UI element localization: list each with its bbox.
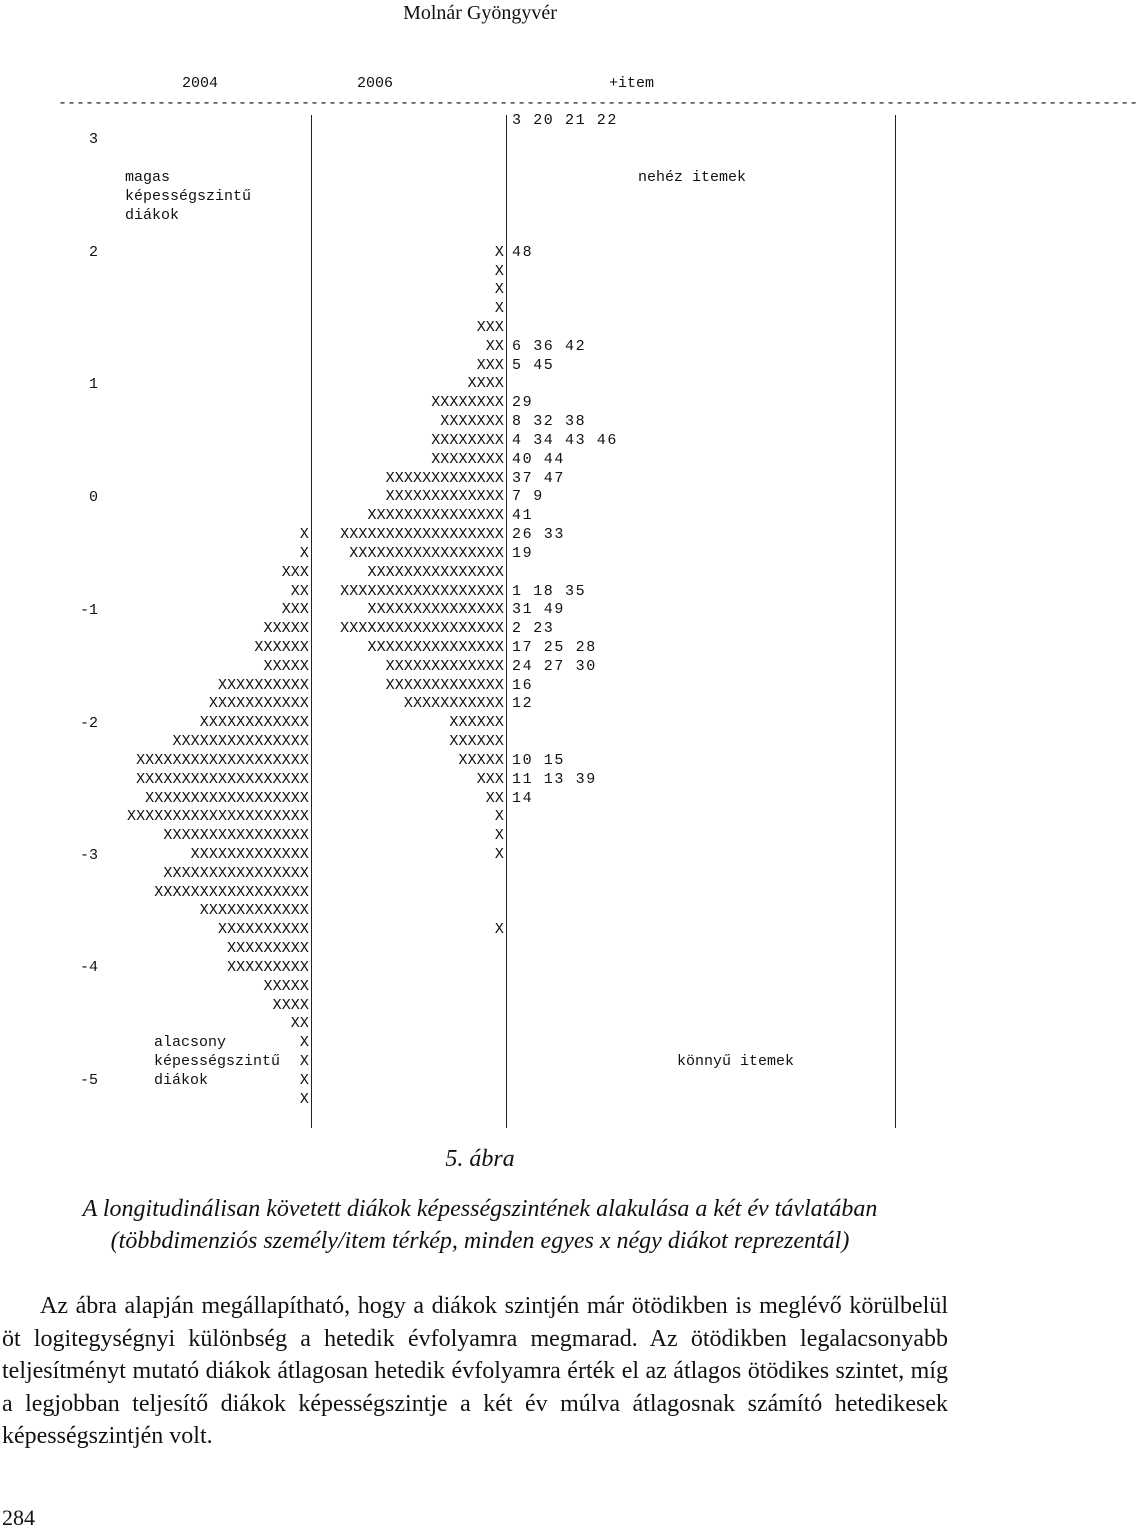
- x-2006-cell: XXXXXX: [449, 733, 504, 751]
- x-2006-cell: XXXXXXXXXXXXX: [385, 676, 504, 694]
- high-students-label-line: képességszintű: [125, 188, 252, 205]
- x-2006-cell: XX: [485, 337, 504, 355]
- item-numbers: 16: [512, 676, 534, 694]
- running-header-author: Molnár Gyöngyvér: [403, 2, 557, 24]
- x-2004-cell: XXXXXXXXXXX: [208, 695, 309, 713]
- scale-tick: -4: [79, 959, 98, 976]
- x-2004-cell: XXXXXXXXXXXXXXXXXXXX: [126, 808, 309, 826]
- x-2004-cell: X: [299, 1090, 309, 1108]
- x-2006-cell: XXX: [476, 319, 504, 337]
- x-2006-cell: XXXXXXXXXXXXX: [385, 488, 504, 506]
- x-2006-cell: XXXXXXXXXXXXXXX: [367, 563, 504, 581]
- x-2006-cell: XXXXXXXXXXX: [403, 695, 504, 713]
- low-students-label-line: diákok: [154, 1072, 209, 1089]
- scale-tick: 2: [88, 244, 98, 261]
- x-2004-cell: XXX: [281, 601, 309, 619]
- item-numbers: 29: [512, 394, 534, 412]
- scale-tick: 0: [88, 489, 98, 506]
- x-2006-cell: X: [494, 281, 504, 299]
- x-2006-cell: XXXXXXXXXXXXX: [385, 469, 504, 487]
- x-2004-cell: XXXXXXXXXXXX: [199, 714, 309, 732]
- x-2004-cell: X: [299, 526, 309, 544]
- x-2006-cell: XXXXXXXXXXXXX: [385, 657, 504, 675]
- x-2006-cell: XXXXX: [458, 751, 504, 769]
- hard-items-label: nehéz itemek: [638, 169, 747, 186]
- item-numbers: 41: [512, 507, 534, 525]
- item-numbers: 7 9: [512, 488, 544, 506]
- item-numbers: 6 36 42: [512, 337, 587, 355]
- x-2004-cell: XXXXXXXXXXXXXXXXXX: [145, 789, 309, 807]
- x-2004-cell: X: [299, 1071, 309, 1089]
- divider-items: [895, 115, 896, 1128]
- x-2006-cell: X: [494, 921, 504, 939]
- x-2006-cell: XXXXXX: [449, 714, 504, 732]
- x-2004-cell: XXXXXXXXXXXXXXXX: [163, 827, 309, 845]
- item-numbers: 10 15: [512, 751, 566, 769]
- x-2004-cell: XXXXX: [263, 977, 309, 995]
- x-2004-cell: XXXXX: [263, 620, 309, 638]
- item-numbers: 40 44: [512, 450, 566, 468]
- x-2006-cell: X: [494, 845, 504, 863]
- easy-items-label: könnyű itemek: [677, 1053, 795, 1070]
- x-2006-cell: X: [494, 262, 504, 280]
- x-2004-cell: XXXXXXXXXXXXXXXX: [163, 864, 309, 882]
- x-2004-cell: XXXXXXXXXXXXXXXXX: [154, 883, 309, 901]
- x-2006-cell: XXXXXXXXXXXXXXX: [367, 601, 504, 619]
- item-numbers: 5 45: [512, 356, 555, 374]
- x-2004-cell: XXXX: [272, 996, 309, 1014]
- x-2004-cell: XXXXXXXXXXXXXXX: [172, 733, 309, 751]
- item-numbers: 3 20 21 22: [512, 112, 619, 129]
- x-2004-cell: XXXXXXXXXXXX: [199, 902, 309, 920]
- x-2006-cell: XXX: [476, 356, 504, 374]
- x-2006-cell: XXXXXXXX: [431, 431, 504, 449]
- x-2004-cell: XXXXXXXXXX: [217, 676, 309, 694]
- item-numbers: 19: [512, 544, 534, 562]
- item-numbers: 11 13 39: [512, 770, 597, 788]
- high-students-label-line: diákok: [125, 207, 180, 224]
- scale-tick: -2: [79, 715, 98, 732]
- x-2004-cell: XXXXXXXXXXXXXXXXXXX: [136, 751, 309, 769]
- page-number: 284: [2, 1505, 35, 1530]
- item-numbers: 37 47: [512, 469, 566, 487]
- x-2006-cell: XXXX: [467, 375, 504, 393]
- scale-tick: -1: [79, 602, 98, 619]
- scale-tick: -3: [79, 847, 98, 864]
- item-numbers: 4 34 43 46: [512, 431, 619, 449]
- x-2006-cell: XXX: [476, 770, 504, 788]
- x-2004-cell: XXXXXX: [254, 638, 309, 656]
- header-rule: ------------------------------------------------------------------------------------------------------------------------: [58, 95, 1138, 112]
- item-numbers: 48: [512, 243, 534, 261]
- x-2006-cell: XXXXXXXXXXXXXXX: [367, 507, 504, 525]
- x-2004-cell: XX: [290, 582, 309, 600]
- x-2004-cell: XXXXX: [263, 657, 309, 675]
- x-2004-cell: XXX: [281, 563, 309, 581]
- x-2004-cell: X: [299, 1053, 309, 1070]
- item-numbers: 17 25 28: [512, 638, 597, 656]
- item-numbers: 31 49: [512, 601, 566, 619]
- x-2006-cell: XXXXXXXXXXXXXXXXXX: [340, 526, 504, 544]
- x-2004-cell: XXXXXXXXXXXXX: [190, 845, 309, 863]
- x-2004-cell: XXXXXXXXXXXXXXXXXXX: [136, 770, 309, 788]
- divider-2006: [506, 115, 507, 1128]
- x-2006-cell: XXXXXXXXXXXXXXX: [367, 638, 504, 656]
- low-students-label-line: képességszintű: [154, 1053, 281, 1070]
- item-numbers: 26 33: [512, 526, 566, 544]
- x-2006-cell: X: [494, 808, 504, 826]
- x-2006-cell: X: [494, 243, 504, 261]
- x-2004-cell: XX: [290, 1015, 309, 1033]
- scale-tick: -5: [79, 1072, 98, 1089]
- x-2006-cell: XXXXXXXX: [431, 450, 504, 468]
- x-2004-cell: XXXXXXXXXX: [217, 921, 309, 939]
- column-header-item: +item: [609, 75, 655, 92]
- x-2006-cell: X: [494, 300, 504, 318]
- item-numbers: 12: [512, 695, 534, 713]
- x-2006-cell: XXXXXXX: [440, 413, 504, 431]
- x-2004-cell: X: [299, 544, 309, 562]
- figure-number: 5. ábra: [445, 1146, 515, 1172]
- column-header-2006: 2006: [357, 75, 394, 92]
- item-numbers: 24 27 30: [512, 657, 597, 675]
- x-2006-cell: XXXXXXXXXXXXXXXXXX: [340, 582, 504, 600]
- x-2006-cell: XXXXXXXXXXXXXXXXX: [349, 544, 504, 562]
- x-2004-cell: XXXXXXXXX: [227, 940, 309, 958]
- body-paragraph: Az ábra alapján megállapítható, hogy a diákok szintjén már ötödikben is meglévő körülbelül öt logitegységnyi különbség a hetedik évfolyamra megmarad. Az ötödikben legalacsonyabb teljesítményt mutató diákok átlagosan hetedik évfolyamra érték el az átlagos ötödikes szintet, míg a legjobban teljesítő diákok képességszintje a két év múlva átlagosnak számító hetedikesek képességszintjén volt.: [2, 1293, 948, 1449]
- x-2006-cell: XXXXXXXXXXXXXXXXXX: [340, 620, 504, 638]
- x-2006-cell: XXXXXXXX: [431, 394, 504, 412]
- item-numbers: 1 18 35: [512, 582, 587, 600]
- x-2004-cell: X: [299, 1034, 309, 1052]
- item-numbers: 8 32 38: [512, 413, 587, 431]
- scale-tick: 1: [88, 376, 98, 393]
- high-students-label-line: magas: [125, 169, 171, 186]
- low-students-label-line: alacsony: [154, 1034, 227, 1051]
- x-2006-cell: XX: [485, 789, 504, 807]
- item-numbers: 2 23: [512, 620, 555, 638]
- x-2004-cell: XXXXXXXXX: [227, 958, 309, 976]
- x-2006-cell: X: [494, 827, 504, 845]
- item-numbers: 14: [512, 789, 534, 807]
- divider-2004: [311, 115, 312, 1128]
- figure-caption: A longitudinálisan követett diákok képességszintének alakulása a két év távlatában (többdimenziós személy/item térkép, minden egyes x négy diákot reprezentál): [82, 1196, 878, 1254]
- column-header-2004: 2004: [182, 75, 219, 92]
- scale-tick: 3: [88, 131, 98, 148]
